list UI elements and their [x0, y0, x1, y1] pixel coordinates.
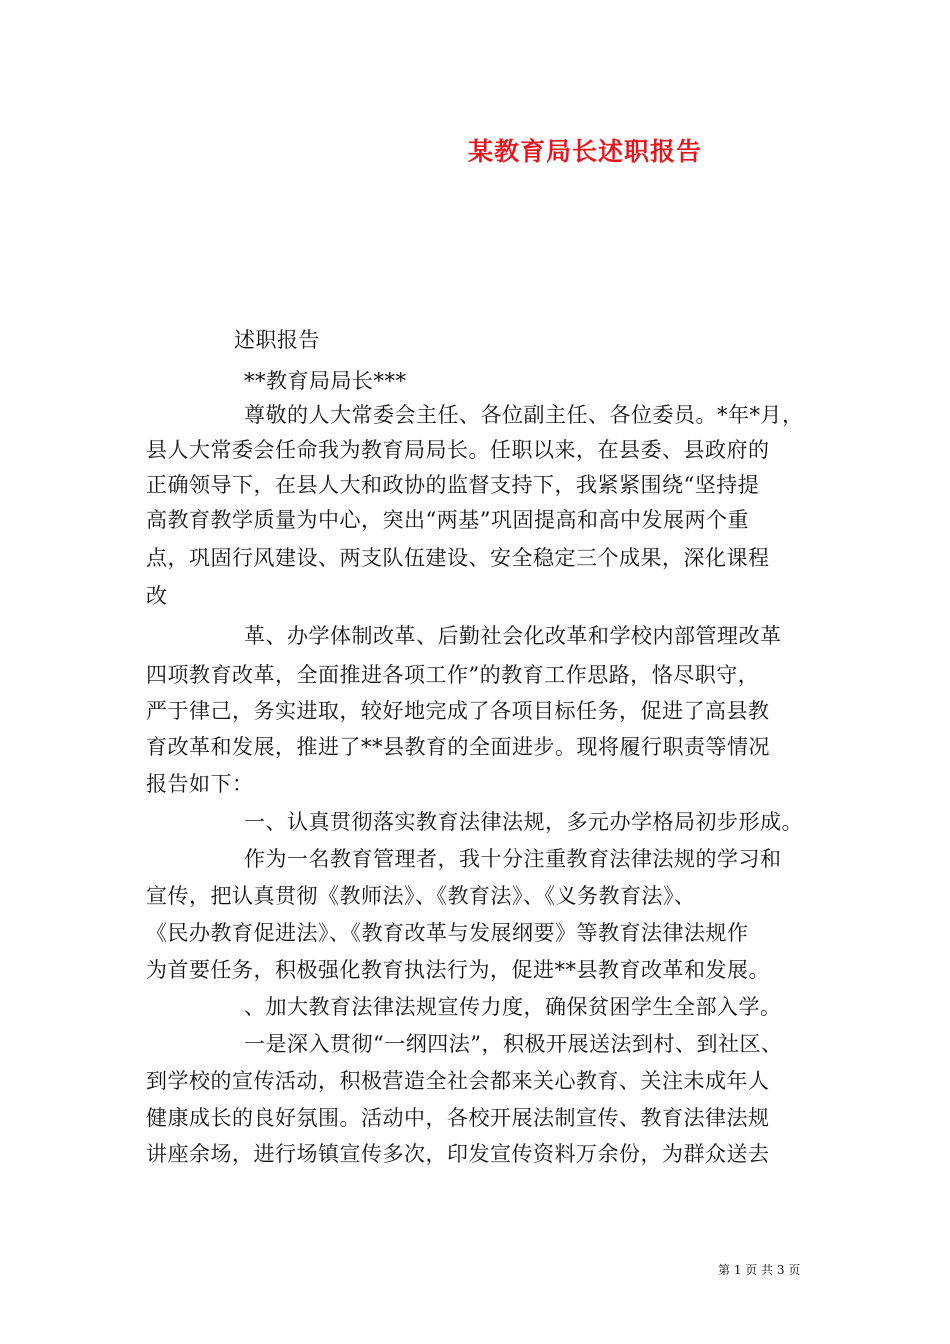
paragraph-line: 《民办教育促进法》、《教育改革与发展纲要》等教育法律法规作: [146, 921, 749, 945]
paragraph-line: 一是深入贯彻“一纲四法”，积极开展送法到村、到社区、: [244, 1032, 783, 1056]
paragraph-line: 到学校的宣传活动，积极营造全社会都来关心教育、关注未成年人: [146, 1069, 770, 1093]
paragraph-line: 报告如下：: [146, 772, 254, 796]
paragraph-line: 宣传，把认真贯彻《教师法》、《教育法》、《义务教育法》、: [146, 884, 696, 908]
paragraph-line: **教育局局长***: [244, 369, 407, 393]
paragraph-line: 正确领导下，在县人大和政协的监督支持下，我紧紧围绕“坚持提: [146, 473, 760, 497]
paragraph-line: 健康成长的良好氛围。活动中，各校开展法制宣传、教育法律法规: [146, 1106, 770, 1130]
paragraph-line: 育改革和发展，推进了**县教育的全面进步。现将履行职责等情况: [146, 735, 770, 759]
paragraph-line: 讲座余场，进行场镇宣传多次，印发宣传资料万余份，为群众送去: [146, 1142, 770, 1166]
paragraph-line: 高教育教学质量为中心，突出“两基”巩固提高和高中发展两个重: [146, 508, 749, 532]
section-heading: 、加大教育法律法规宣传力度，确保贫困学生全部入学。: [244, 995, 782, 1019]
paragraph-line: 严于律己，务实进取，较好地完成了各项目标任务，促进了高县教: [146, 699, 770, 723]
paragraph-line: 改: [146, 584, 168, 608]
paragraph-line: 作为一名教育管理者，我十分注重教育法律法规的学习和: [244, 847, 782, 871]
page-number-footer: 第 1 页 共 3 页: [718, 1263, 801, 1277]
document-title: 某教育局长述职报告: [468, 137, 703, 166]
paragraph-line: 县人大常委会任命我为教育局局长。任职以来，在县委、县政府的: [146, 438, 770, 462]
paragraph-line: 尊敬的人大常委会主任、各位副主任、各位委员。*年*月，: [244, 403, 804, 427]
paragraph-line: 四项教育改革，全面推进各项工作”的教育工作思路，恪尽职守，: [146, 663, 760, 687]
paragraph-line: 革、办学体制改革、后勤社会化改革和学校内部管理改革: [244, 624, 782, 648]
paragraph-line: 为首要任务，积极强化教育执法行为，促进**县教育改革和发展。: [146, 958, 770, 982]
section-heading: 一、认真贯彻落实教育法律法规，多元办学格局初步形成。: [244, 810, 803, 834]
paragraph-line: 点，巩固行风建设、两支队伍建设、安全稳定三个成果，深化课程: [146, 546, 770, 570]
paragraph-line: 述职报告: [234, 328, 320, 352]
